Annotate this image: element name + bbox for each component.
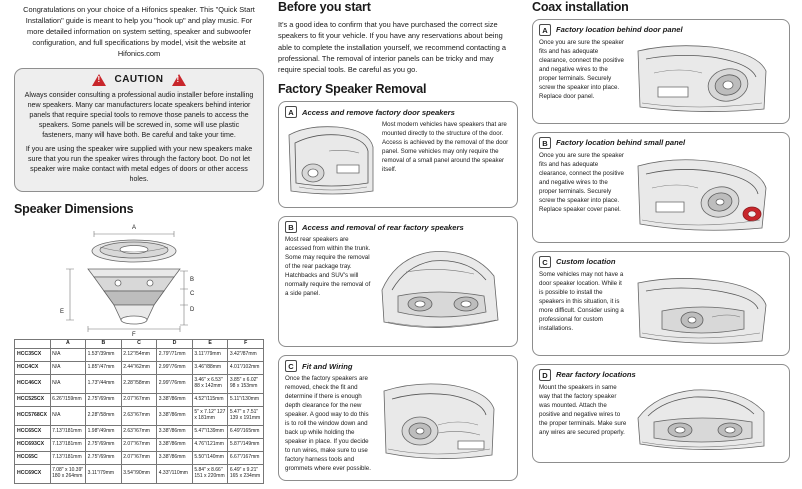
- cell-a: 7.08" x 10.39" 180 x 264mm: [50, 465, 86, 484]
- speaker-dimensions-diagram: [14, 221, 264, 339]
- panel-paragraph: Some vehicles may not have a door speaker location. While it is possible to install the speakers in this situation, it is more difficult. Consider using a professional for custom installations.: [539, 271, 624, 332]
- col-header-e: E: [192, 340, 228, 349]
- panel-title: Factory location behind small panel: [556, 138, 686, 148]
- panel-badge: A: [285, 106, 297, 118]
- cell-e: 3.46" x 6.53" 88 x 142mm: [192, 375, 228, 394]
- warning-triangle-icon: [172, 74, 186, 86]
- col-header-c: C: [121, 340, 157, 349]
- col-header-a: A: [50, 340, 86, 349]
- panel-title: Access and removal of rear factory speakers: [302, 222, 464, 232]
- panel-body: [533, 39, 789, 123]
- car-door-panel-illustration: [285, 121, 377, 201]
- col-header-f: F: [228, 340, 264, 349]
- model-name: HCC69CX: [15, 465, 51, 484]
- panel-header: [533, 20, 789, 39]
- caution-paragraph-2: If you are using the speaker wire supplied with your new speakers make sure that you run the speaker wires through the factory boot. Do not let speaker wire make contact with metal edges of doors or other access holes.: [25, 144, 253, 184]
- speaker-dimensions-heading: Speaker Dimensions: [14, 202, 134, 217]
- custom-location-illustration: [632, 271, 772, 349]
- panel-title: Factory location behind door panel: [556, 25, 683, 35]
- cell-b: 1.73"/44mm: [86, 375, 122, 394]
- cell-b: 3.11"/79mm: [86, 465, 122, 484]
- cell-a: 7.13"/181mm: [50, 426, 86, 439]
- panel-text: [539, 271, 627, 349]
- panel-header: [533, 252, 789, 271]
- cell-b: 1.53"/39mm: [86, 349, 122, 362]
- cell-b: 2.75"/69mm: [86, 439, 122, 452]
- cell-c: 2.63"/67mm: [121, 407, 157, 426]
- speaker-fit-wiring-illustration: [376, 375, 504, 474]
- cell-a: N/A: [50, 362, 86, 375]
- panel-factory-door-speakers: [278, 101, 518, 208]
- cell-f: 6.49"/165mm: [228, 426, 264, 439]
- cell-c: 3.54"/90mm: [121, 465, 157, 484]
- cell-d: 3.38"/86mm: [157, 394, 193, 407]
- cell-d: 3.38"/86mm: [157, 452, 193, 465]
- cell-e: 4.76"/121mm: [192, 439, 228, 452]
- panel-badge: A: [539, 24, 551, 36]
- table-row: [15, 394, 264, 407]
- small-panel-speaker-install-illustration: [632, 152, 772, 236]
- cell-d: 3.38"/86mm: [157, 407, 193, 426]
- panel-paragraph: Mount the speakers in same way that the factory speaker was mounted. Attach the positive and negative wires to the proper terminals. Make sure any wires are secured properly.: [539, 384, 627, 436]
- panel-header: [279, 102, 517, 121]
- panel-rear-factory-speakers: [278, 216, 518, 347]
- panel-body: [533, 384, 789, 462]
- cell-e: 3.11"/79mm: [192, 349, 228, 362]
- cell-f: 3.85" x 6.02" 98 x 153mm: [228, 375, 264, 394]
- table-header-row: [15, 340, 264, 349]
- model-name: HCC693CX: [15, 439, 51, 452]
- panel-header: [533, 133, 789, 152]
- cell-a: N/A: [50, 349, 86, 362]
- panel-body: [279, 375, 517, 480]
- table-row: [15, 452, 264, 465]
- cell-d: 2.79"/71mm: [157, 349, 193, 362]
- warning-triangle-icon: [92, 74, 106, 86]
- panel-rear-factory-locations: [532, 364, 790, 463]
- panel-badge: D: [539, 369, 551, 381]
- cell-c: 2.63"/67mm: [121, 426, 157, 439]
- cell-f: 6.49" x 9.21" 165 x 234mm: [228, 465, 264, 484]
- panel-behind-small-panel: [532, 132, 790, 243]
- panel-badge: C: [539, 256, 551, 268]
- cell-d: 3.38"/86mm: [157, 439, 193, 452]
- panel-fit-and-wiring: [278, 355, 518, 481]
- speaker-cross-section-illustration: [14, 221, 264, 339]
- coax-installation-heading: Coax installation: [532, 0, 629, 14]
- cell-e: 3.46"/88mm: [192, 362, 228, 375]
- model-name: HCC4CX: [15, 362, 51, 375]
- panel-header: [279, 217, 517, 236]
- panel-paragraph: Most modern vehicles have speakers that are mounted directly to the structure of the door. Access is achieved by the removal of the door panel. Some vehicles may only require the removal of a small panel around the speaker itself.: [382, 121, 509, 174]
- cell-e: 5.84" x 8.66" 151 x 220mm: [192, 465, 228, 484]
- panel-text: [285, 236, 371, 340]
- cell-c: 2.07"/67mm: [121, 439, 157, 452]
- table-row: [15, 375, 264, 394]
- cell-a: N/A: [50, 407, 86, 426]
- car-rear-deck-illustration: [376, 236, 504, 340]
- intro-paragraph: Congratulations on your choice of a Hifonics speaker. This "Quick Start Installation" guide is meant to help you "hook up" and play music. For more detailed information on system setting, speaker and subwoofer configuration, and full specifications by model, visit the website at Hifonics.com: [23, 5, 255, 59]
- caution-body: [23, 90, 255, 185]
- cell-a: 7.13"/181mm: [50, 452, 86, 465]
- panel-body: [533, 152, 789, 242]
- panel-body: [533, 271, 789, 355]
- panel-title: Rear factory locations: [556, 370, 636, 380]
- panel-text: [539, 39, 627, 117]
- dimension-label-e: E: [60, 309, 65, 316]
- panel-text: [539, 384, 627, 456]
- panel-text: [539, 152, 627, 236]
- panel-header: [279, 356, 517, 375]
- cell-e: 5" x 7.12" 127 x 181mm: [192, 407, 228, 426]
- table-row: [15, 465, 264, 484]
- cell-c: 2.07"/67mm: [121, 452, 157, 465]
- panel-title: Fit and Wiring: [302, 361, 353, 371]
- cell-c: 2.07"/67mm: [121, 394, 157, 407]
- cell-d: 2.99"/76mm: [157, 375, 193, 394]
- caution-box: [14, 68, 264, 193]
- panel-text: [285, 375, 371, 474]
- left-column: [14, 0, 264, 484]
- cell-c: 2.44"/62mm: [121, 362, 157, 375]
- table-row: [15, 362, 264, 375]
- cell-d: 4.33"/110mm: [157, 465, 193, 484]
- cell-b: 2.75"/69mm: [86, 452, 122, 465]
- model-name: HCC65C: [15, 452, 51, 465]
- panel-text: [382, 121, 511, 201]
- table-body: [15, 349, 264, 484]
- panel-badge: B: [539, 137, 551, 149]
- cell-b: 2.75"/69mm: [86, 394, 122, 407]
- panel-body: [279, 236, 517, 346]
- table-row: [15, 407, 264, 426]
- cell-f: 5.47" x 7.51" 139 x 191mm: [228, 407, 264, 426]
- cell-e: 4.52"/115mm: [192, 394, 228, 407]
- col-header-b: B: [86, 340, 122, 349]
- speaker-dimensions-table: [14, 339, 264, 484]
- right-column: [532, 0, 790, 471]
- panel-paragraph: Most rear speakers are accessed from within the trunk. Some may require the removal of the rear package tray. Hatchbacks and SUV's will normally require the removal of a side panel.: [285, 236, 371, 298]
- cell-e: 5.50"/140mm: [192, 452, 228, 465]
- middle-column: [278, 0, 518, 489]
- cell-f: 6.67"/167mm: [228, 452, 264, 465]
- caution-header: [23, 74, 255, 86]
- cell-f: 5.87"/149mm: [228, 439, 264, 452]
- panel-paragraph: Once you are sure the speaker fits and has adequate clearance, connect the positive and negative wires to the proper terminals. Securely screw the speaker into place. Replace speaker cover panel.: [539, 152, 624, 213]
- cell-c: 2.12"/54mm: [121, 349, 157, 362]
- factory-speaker-removal-heading: Factory Speaker Removal: [278, 82, 427, 97]
- caution-title: CAUTION: [114, 74, 164, 86]
- panel-title: Custom location: [556, 257, 616, 267]
- panel-paragraph: Once you are sure the speaker fits and has adequate clearance, connect the positive and negative wires to the proper terminals. Securely screw the speaker into place. Replace door panel.: [539, 39, 624, 100]
- panel-paragraph: Once the factory speakers are removed, check the fit and determine if there is enough depth clearance for the new speaker. A good way to do this is to roll the window down and back up while holding the speaker in place. If you decide to run wires, make sure to use factory harness tools and grommets where ever possible.: [285, 375, 371, 473]
- cell-d: 3.38"/86mm: [157, 426, 193, 439]
- cell-b: 1.98"/49mm: [86, 426, 122, 439]
- cell-c: 2.28"/58mm: [121, 375, 157, 394]
- model-name: HCC5768CX: [15, 407, 51, 426]
- panel-body: [279, 121, 517, 207]
- cell-f: 4.01"/102mm: [228, 362, 264, 375]
- caution-paragraph-1: Always consider consulting a professional audio installer before installing new speakers. Many car manufacturers locate speakers behind interior panels that require special tools to remove those panels to access the speakers. Some panels will be screwed in, some will use plastic fasteners, many will have both. Be careful and take your time.: [24, 90, 254, 139]
- before-you-start-text: It's a good idea to confirm that you have purchased the correct size speakers to fit your vehicle. If you have any reservations about being able to complete the installation yourself, we recommend contacting a professional. The removal of interior panels can be tricky and may require special tools. Be careful as you go.: [278, 20, 507, 74]
- panel-custom-location: [532, 251, 790, 356]
- table-row: [15, 349, 264, 362]
- panel-badge: C: [285, 360, 297, 372]
- cell-a: 6.26"/159mm: [50, 394, 86, 407]
- cell-e: 5.47"/139mm: [192, 426, 228, 439]
- cell-a: 7.13"/181mm: [50, 439, 86, 452]
- dimension-label-c: C: [190, 291, 195, 298]
- model-name: HCC525CX: [15, 394, 51, 407]
- rear-factory-location-illustration: [632, 384, 772, 456]
- table-row: [15, 439, 264, 452]
- dimension-label-d: D: [190, 307, 195, 314]
- dimension-label-b: B: [190, 277, 195, 284]
- table-row: [15, 426, 264, 439]
- speaker-dimensions-section: [14, 202, 264, 484]
- dimension-label-f: F: [132, 332, 136, 339]
- panel-title: Access and remove factory door speakers: [302, 107, 455, 117]
- col-header-blank: [15, 340, 51, 349]
- panel-header: [533, 365, 789, 384]
- col-header-d: D: [157, 340, 193, 349]
- model-name: HCC65CX: [15, 426, 51, 439]
- panel-behind-door-panel: [532, 19, 790, 124]
- cell-f: 3.42"/87mm: [228, 349, 264, 362]
- cell-f: 5.11"/130mm: [228, 394, 264, 407]
- dimension-label-a: A: [132, 225, 137, 232]
- cell-d: 2.99"/76mm: [157, 362, 193, 375]
- before-you-start-heading: Before you start: [278, 0, 371, 14]
- model-name: HCC35CX: [15, 349, 51, 362]
- panel-badge: B: [285, 221, 297, 233]
- model-name: HCC46CX: [15, 375, 51, 394]
- door-panel-speaker-install-illustration: [632, 39, 772, 117]
- cell-b: 2.28"/58mm: [86, 407, 122, 426]
- cell-b: 1.85"/47mm: [86, 362, 122, 375]
- cell-a: N/A: [50, 375, 86, 394]
